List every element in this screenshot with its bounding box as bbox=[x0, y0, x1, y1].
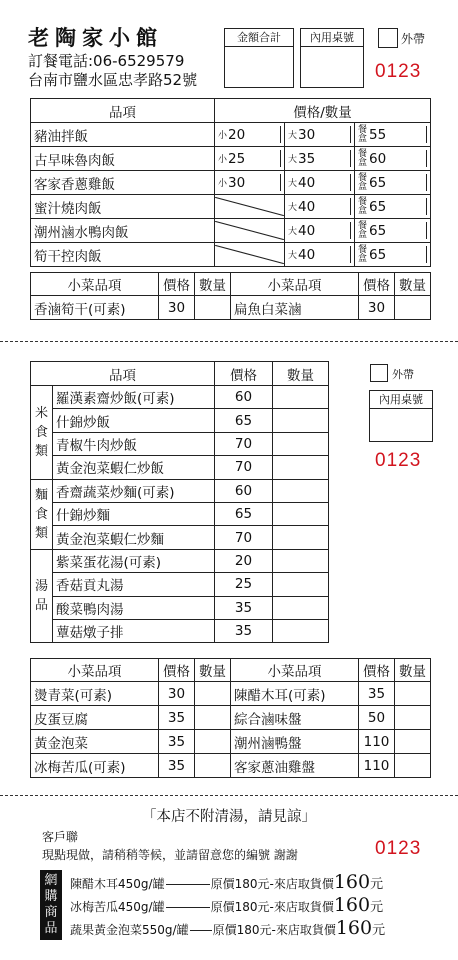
rice-header-item: 品項 bbox=[31, 99, 215, 123]
side-header: 數量 bbox=[195, 273, 231, 296]
side-row bbox=[31, 730, 431, 754]
menu-row bbox=[31, 619, 329, 642]
qty-mark bbox=[426, 222, 427, 239]
side-item-name: 扁魚白菜滷 bbox=[231, 296, 359, 320]
rice-price-large[interactable] bbox=[285, 195, 355, 219]
online-products-label: 網購商品 bbox=[40, 870, 62, 940]
promo-dash-line bbox=[166, 884, 210, 885]
menu-row bbox=[31, 502, 329, 525]
menu-item-price: 35 bbox=[215, 619, 273, 642]
size-label: 小 bbox=[218, 131, 228, 141]
total-amount-label: 金額合計 bbox=[225, 29, 293, 47]
menu-row bbox=[31, 526, 329, 549]
order-number-bottom: 0123 bbox=[375, 838, 422, 859]
side-item-price: 35 bbox=[159, 754, 195, 778]
menu-item-name: 紫菜蛋花湯(可素) bbox=[53, 549, 215, 572]
price-value: 40 bbox=[298, 246, 316, 263]
price-value: 65 bbox=[369, 222, 387, 239]
rice-price-large[interactable] bbox=[285, 147, 355, 171]
qty-mark bbox=[280, 126, 281, 143]
rice-row bbox=[31, 123, 431, 147]
side-item-price: 35 bbox=[159, 730, 195, 754]
shop-name: 老陶家小館 bbox=[28, 25, 163, 50]
menu-item-price: 35 bbox=[215, 596, 273, 619]
side-row bbox=[31, 754, 431, 778]
menu-item-price: 60 bbox=[215, 479, 273, 502]
side-item-qty[interactable] bbox=[195, 682, 231, 706]
main-header-item: 品項 bbox=[31, 362, 215, 386]
qty-mark bbox=[426, 198, 427, 215]
menu-item-price: 70 bbox=[215, 526, 273, 549]
rice-price-box[interactable] bbox=[355, 219, 431, 243]
side-item-qty[interactable] bbox=[395, 754, 431, 778]
menu-item-price: 65 bbox=[215, 502, 273, 525]
side-header: 價格 bbox=[359, 273, 395, 296]
side-item-name: 香滷筍干(可素) bbox=[31, 296, 159, 320]
side-item-qty[interactable] bbox=[395, 730, 431, 754]
table-number-box[interactable] bbox=[300, 28, 364, 88]
rice-price-small[interactable] bbox=[215, 219, 285, 243]
main-menu-table bbox=[30, 361, 329, 643]
side-header: 數量 bbox=[395, 273, 431, 296]
side-item-price: 50 bbox=[359, 706, 395, 730]
promo-dash-line bbox=[190, 930, 212, 931]
menu-row bbox=[31, 456, 329, 479]
qty-mark bbox=[350, 222, 351, 239]
promo-name: 蔬果黃金泡菜550g/罐 bbox=[70, 923, 189, 937]
price-value: 65 bbox=[369, 246, 387, 263]
menu-item-name: 黃金泡菜蝦仁炒飯 bbox=[53, 456, 215, 479]
rice-price-large[interactable] bbox=[285, 171, 355, 195]
menu-item-price: 20 bbox=[215, 549, 273, 572]
takeout-checkbox-mid[interactable] bbox=[370, 364, 388, 382]
side-header: 小菜品項 bbox=[31, 273, 159, 296]
qty-mark bbox=[350, 198, 351, 215]
side-item-qty[interactable] bbox=[195, 296, 231, 320]
rice-price-large[interactable] bbox=[285, 123, 355, 147]
qty-mark bbox=[350, 174, 351, 191]
promo-item bbox=[70, 917, 385, 939]
promo-item bbox=[70, 871, 383, 893]
order-number-mid: 0123 bbox=[375, 450, 422, 471]
price-value: 65 bbox=[369, 174, 387, 191]
size-label: 大 bbox=[288, 251, 298, 261]
menu-row bbox=[31, 386, 329, 409]
side-item-name: 潮州滷鴨盤 bbox=[231, 730, 359, 754]
table-number-box-mid[interactable] bbox=[369, 390, 433, 442]
side-item-price: 35 bbox=[159, 706, 195, 730]
menu-item-name: 香齋蔬菜炒麵(可素) bbox=[53, 479, 215, 502]
promo-unit: 元 bbox=[370, 900, 384, 915]
unavailable-slash bbox=[215, 243, 284, 266]
side-item-name: 陳醋木耳(可素) bbox=[231, 682, 359, 706]
rice-price-small[interactable] bbox=[215, 147, 285, 171]
side-header: 小菜品項 bbox=[231, 273, 359, 296]
takeout-checkbox[interactable] bbox=[378, 28, 398, 48]
cut-line-2 bbox=[0, 795, 458, 796]
size-label: 餐盒 bbox=[358, 148, 368, 168]
side-item-qty[interactable] bbox=[395, 296, 431, 320]
side-header: 價格 bbox=[159, 659, 195, 682]
price-value: 25 bbox=[228, 150, 246, 167]
promo-unit: 元 bbox=[370, 877, 384, 892]
menu-item-qty[interactable] bbox=[273, 573, 329, 596]
price-value: 60 bbox=[369, 150, 387, 167]
size-label: 大 bbox=[288, 155, 298, 165]
cut-line-1 bbox=[0, 341, 458, 342]
rice-row bbox=[31, 243, 431, 267]
size-label: 餐盒 bbox=[358, 196, 368, 216]
wait-message: 現點現做，請稍稍等候，並請留意您的編號 謝謝 bbox=[42, 848, 298, 862]
menu-item-name: 蕈菇燉子排 bbox=[53, 619, 215, 642]
qty-mark bbox=[426, 174, 427, 191]
promo-original-price: 原價180元-來店取貨價 bbox=[210, 877, 334, 891]
qty-mark bbox=[350, 246, 351, 263]
rice-price-small[interactable] bbox=[215, 195, 285, 219]
unavailable-slash bbox=[215, 195, 284, 218]
promo-price: 160 bbox=[333, 894, 371, 916]
rice-price-small[interactable] bbox=[215, 243, 285, 267]
side-item-name: 皮蛋豆腐 bbox=[31, 706, 159, 730]
price-value: 40 bbox=[298, 222, 316, 239]
side-item-price: 35 bbox=[359, 682, 395, 706]
side-item-qty[interactable] bbox=[195, 706, 231, 730]
size-label: 餐盒 bbox=[358, 244, 368, 264]
rice-header-price: 價格/數量 bbox=[215, 99, 431, 123]
main-header-qty: 數量 bbox=[273, 362, 329, 386]
side-item-price: 110 bbox=[359, 730, 395, 754]
category-label: 麵食類 bbox=[31, 479, 53, 549]
total-amount-box[interactable] bbox=[224, 28, 294, 88]
side-header: 小菜品項 bbox=[31, 659, 159, 682]
menu-item-qty[interactable] bbox=[273, 456, 329, 479]
menu-row bbox=[31, 479, 329, 502]
rice-item-name: 豬油拌飯 bbox=[31, 123, 215, 147]
side-item-name: 冰梅苦瓜(可素) bbox=[31, 754, 159, 778]
side-row bbox=[31, 296, 431, 320]
promo-original-price: 原價180元-來店取貨價 bbox=[212, 923, 336, 937]
menu-item-qty[interactable] bbox=[273, 619, 329, 642]
menu-item-qty[interactable] bbox=[273, 409, 329, 432]
qty-mark bbox=[280, 174, 281, 191]
shop-phone: 訂餐電話:06-6529579 bbox=[28, 52, 185, 70]
rice-item-name: 筍干控肉飯 bbox=[31, 243, 215, 267]
price-value: 20 bbox=[228, 126, 246, 143]
size-label: 餐盒 bbox=[358, 124, 368, 144]
side-item-name: 綜合滷味盤 bbox=[231, 706, 359, 730]
menu-item-qty[interactable] bbox=[273, 386, 329, 409]
rice-dish-table bbox=[30, 98, 431, 267]
table-number-label: 內用桌號 bbox=[301, 29, 363, 47]
size-label: 餐盒 bbox=[358, 172, 368, 192]
side-item-qty[interactable] bbox=[195, 730, 231, 754]
side-item-price: 110 bbox=[359, 754, 395, 778]
side-item-name: 燙青菜(可素) bbox=[31, 682, 159, 706]
side-item-qty[interactable] bbox=[195, 754, 231, 778]
menu-item-price: 25 bbox=[215, 573, 273, 596]
side-item-price: 30 bbox=[159, 682, 195, 706]
side-dish-table-mid bbox=[30, 658, 431, 778]
qty-mark bbox=[280, 150, 281, 167]
size-label: 小 bbox=[218, 155, 228, 165]
menu-item-name: 青椒牛肉炒飯 bbox=[53, 432, 215, 455]
size-label: 大 bbox=[288, 203, 298, 213]
menu-row bbox=[31, 573, 329, 596]
category-label: 米食類 bbox=[31, 386, 53, 480]
price-value: 40 bbox=[298, 198, 316, 215]
promo-item bbox=[70, 894, 383, 916]
side-item-price: 30 bbox=[159, 296, 195, 320]
price-value: 30 bbox=[228, 174, 246, 191]
rice-price-box[interactable] bbox=[355, 195, 431, 219]
rice-item-name: 古早味魯肉飯 bbox=[31, 147, 215, 171]
customer-copy-label: 客戶聯 bbox=[42, 830, 79, 844]
side-dish-table-top bbox=[30, 272, 431, 320]
takeout-label-mid: 外帶 bbox=[392, 368, 414, 381]
menu-row bbox=[31, 432, 329, 455]
menu-row bbox=[31, 409, 329, 432]
side-item-qty[interactable] bbox=[395, 682, 431, 706]
price-value: 35 bbox=[298, 150, 316, 167]
qty-mark bbox=[426, 246, 427, 263]
size-label: 大 bbox=[288, 179, 298, 189]
takeout-label: 外帶 bbox=[401, 32, 426, 46]
side-header: 數量 bbox=[195, 659, 231, 682]
rice-row bbox=[31, 195, 431, 219]
menu-item-name: 什錦炒麵 bbox=[53, 502, 215, 525]
menu-row bbox=[31, 596, 329, 619]
main-header-price: 價格 bbox=[215, 362, 273, 386]
promo-name: 冰梅苦瓜450g/罐 bbox=[70, 900, 165, 914]
side-row bbox=[31, 706, 431, 730]
size-label: 大 bbox=[288, 227, 298, 237]
rice-price-box[interactable] bbox=[355, 243, 431, 267]
menu-item-qty[interactable] bbox=[273, 526, 329, 549]
size-label: 大 bbox=[288, 131, 298, 141]
rice-row bbox=[31, 147, 431, 171]
price-value: 55 bbox=[369, 126, 387, 143]
menu-item-name: 酸菜鴨肉湯 bbox=[53, 596, 215, 619]
category-label: 湯品 bbox=[31, 549, 53, 643]
rice-item-name: 潮州滷水鴨肉飯 bbox=[31, 219, 215, 243]
rice-price-large[interactable] bbox=[285, 243, 355, 267]
menu-item-qty[interactable] bbox=[273, 502, 329, 525]
rice-price-box[interactable] bbox=[355, 171, 431, 195]
menu-item-qty[interactable] bbox=[273, 432, 329, 455]
side-header: 數量 bbox=[395, 659, 431, 682]
rice-item-name: 蜜汁燒肉飯 bbox=[31, 195, 215, 219]
promo-unit: 元 bbox=[372, 923, 386, 938]
menu-item-name: 香菇貢丸湯 bbox=[53, 573, 215, 596]
menu-item-name: 羅漢素齋炒飯(可素) bbox=[53, 386, 215, 409]
shop-address: 台南市鹽水區忠孝路52號 bbox=[28, 71, 198, 89]
side-item-name: 黃金泡菜 bbox=[31, 730, 159, 754]
price-value: 40 bbox=[298, 174, 316, 191]
side-header: 小菜品項 bbox=[231, 659, 359, 682]
qty-mark bbox=[350, 126, 351, 143]
side-row bbox=[31, 682, 431, 706]
no-soup-notice: 「本店不附清湯，請見諒」 bbox=[142, 809, 316, 825]
side-header: 價格 bbox=[159, 273, 195, 296]
menu-item-name: 什錦炒飯 bbox=[53, 409, 215, 432]
side-item-name: 客家蔥油雞盤 bbox=[231, 754, 359, 778]
price-value: 30 bbox=[298, 126, 316, 143]
qty-mark bbox=[350, 150, 351, 167]
menu-item-qty[interactable] bbox=[273, 596, 329, 619]
rice-row bbox=[31, 219, 431, 243]
order-number-top: 0123 bbox=[375, 61, 422, 82]
rice-price-large[interactable] bbox=[285, 219, 355, 243]
table-number-label-mid: 內用桌號 bbox=[370, 391, 432, 409]
menu-item-price: 65 bbox=[215, 409, 273, 432]
rice-item-name: 客家香蔥雞飯 bbox=[31, 171, 215, 195]
qty-mark bbox=[426, 150, 427, 167]
promo-price: 160 bbox=[333, 871, 371, 893]
promo-name: 陳醋木耳450g/罐 bbox=[70, 877, 165, 891]
price-value: 65 bbox=[369, 198, 387, 215]
menu-item-price: 70 bbox=[215, 456, 273, 479]
promo-price: 160 bbox=[335, 917, 373, 939]
rice-price-small[interactable] bbox=[215, 123, 285, 147]
rice-price-small[interactable] bbox=[215, 171, 285, 195]
rice-row bbox=[31, 171, 431, 195]
size-label: 餐盒 bbox=[358, 220, 368, 240]
promo-original-price: 原價180元-來店取貨價 bbox=[210, 900, 334, 914]
side-header: 價格 bbox=[359, 659, 395, 682]
side-item-qty[interactable] bbox=[395, 706, 431, 730]
menu-item-price: 70 bbox=[215, 432, 273, 455]
menu-item-qty[interactable] bbox=[273, 549, 329, 572]
side-item-price: 30 bbox=[359, 296, 395, 320]
unavailable-slash bbox=[215, 219, 284, 242]
menu-item-name: 黃金泡菜蝦仁炒麵 bbox=[53, 526, 215, 549]
menu-item-qty[interactable] bbox=[273, 479, 329, 502]
size-label: 小 bbox=[218, 179, 228, 189]
rice-price-box[interactable] bbox=[355, 123, 431, 147]
promo-dash-line bbox=[166, 907, 210, 908]
rice-price-box[interactable] bbox=[355, 147, 431, 171]
menu-item-price: 60 bbox=[215, 386, 273, 409]
qty-mark bbox=[426, 126, 427, 143]
menu-row bbox=[31, 549, 329, 572]
